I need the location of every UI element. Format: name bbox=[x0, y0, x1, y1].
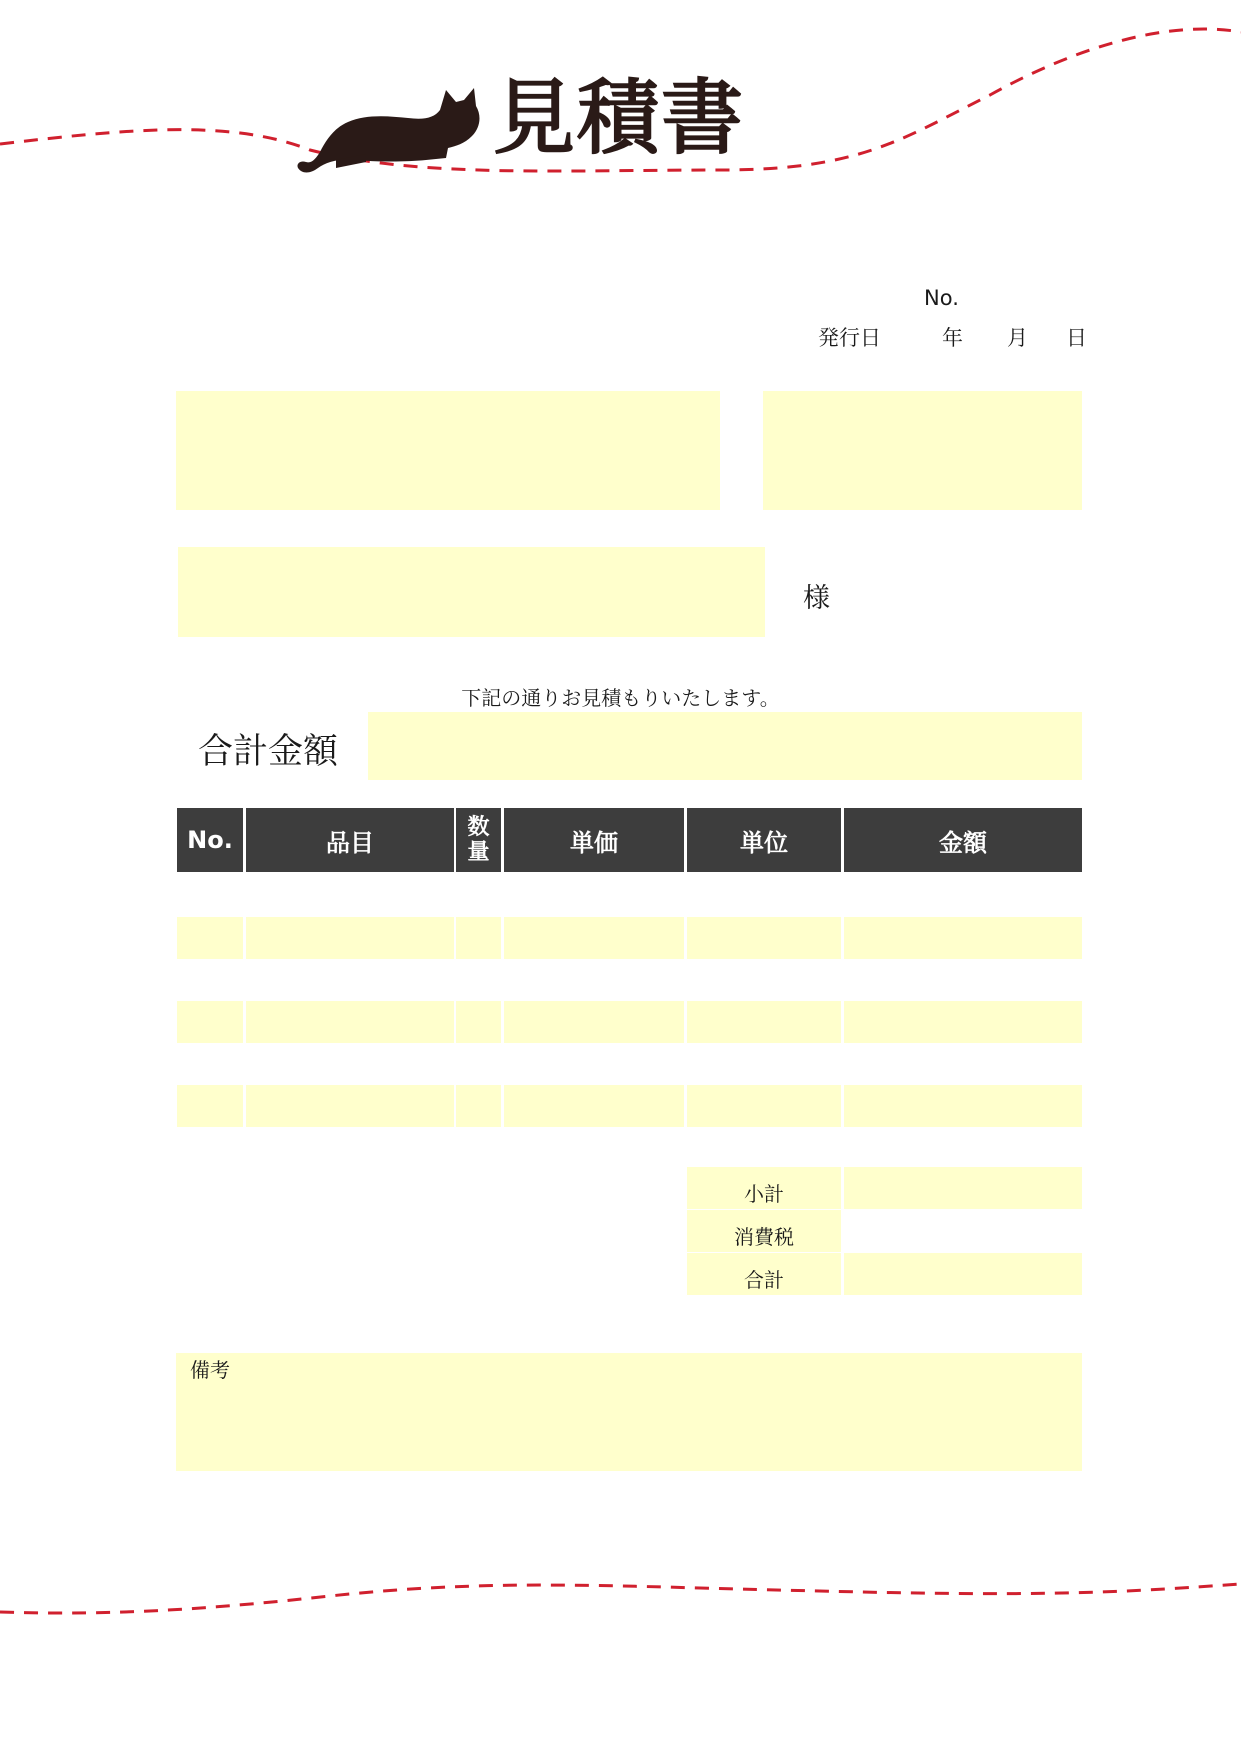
table-cell-unit[interactable] bbox=[687, 959, 841, 1001]
total-amount-label: 合計金額 bbox=[198, 732, 339, 772]
header-no: No. bbox=[177, 808, 243, 872]
table-cell-unit-price[interactable] bbox=[504, 875, 684, 917]
remarks-field[interactable] bbox=[176, 1353, 1082, 1471]
header-unit-price: 単価 bbox=[504, 808, 684, 872]
table-cell-amount[interactable] bbox=[844, 1001, 1082, 1043]
table-cell-no[interactable] bbox=[177, 1085, 243, 1127]
table-cell-amount[interactable] bbox=[844, 875, 1082, 917]
table-cell-amount[interactable] bbox=[844, 959, 1082, 1001]
table-cell-qty[interactable] bbox=[456, 875, 501, 917]
table-cell-item[interactable] bbox=[246, 1001, 454, 1043]
table-cell-unit-price[interactable] bbox=[504, 1001, 684, 1043]
tax-label: 消費税 bbox=[687, 1210, 841, 1252]
table-cell-unit[interactable] bbox=[687, 1085, 841, 1127]
table-cell-qty[interactable] bbox=[456, 1085, 501, 1127]
table-cell-amount[interactable] bbox=[844, 917, 1082, 959]
table-cell-unit-price[interactable] bbox=[504, 959, 684, 1001]
bottom-dashed-wave bbox=[0, 1560, 1241, 1630]
table-cell-unit-price[interactable] bbox=[504, 1043, 684, 1085]
subtotal-label: 小計 bbox=[687, 1167, 841, 1209]
total-label: 合計 bbox=[687, 1253, 841, 1295]
table-cell-qty[interactable] bbox=[456, 1043, 501, 1085]
document-no-label: No. bbox=[924, 286, 959, 310]
total-field[interactable] bbox=[844, 1253, 1082, 1295]
recipient-suffix: 様 bbox=[803, 583, 830, 614]
table-cell-qty[interactable] bbox=[456, 1001, 501, 1043]
total-amount-field[interactable] bbox=[368, 712, 1082, 780]
remarks-label: 備考 bbox=[190, 1358, 230, 1382]
table-cell-amount[interactable] bbox=[844, 1043, 1082, 1085]
recipient-field[interactable] bbox=[178, 547, 765, 637]
header-unit: 単位 bbox=[687, 808, 841, 872]
table-cell-unit[interactable] bbox=[687, 1001, 841, 1043]
issue-day-label: 日 bbox=[1066, 326, 1087, 350]
issue-date-label: 発行日 bbox=[818, 326, 881, 350]
table-cell-item[interactable] bbox=[246, 1043, 454, 1085]
table-cell-no[interactable] bbox=[177, 1001, 243, 1043]
header-amount: 金額 bbox=[844, 808, 1082, 872]
info-field-left[interactable] bbox=[176, 391, 720, 510]
issue-month-label: 月 bbox=[1007, 326, 1028, 350]
table-cell-unit-price[interactable] bbox=[504, 1085, 684, 1127]
issue-year-label: 年 bbox=[942, 326, 963, 350]
table-cell-item[interactable] bbox=[246, 875, 454, 917]
intro-text: 下記の通りお見積もりいたします。 bbox=[461, 686, 780, 710]
info-field-right[interactable] bbox=[763, 391, 1082, 510]
table-cell-no[interactable] bbox=[177, 1043, 243, 1085]
header-item: 品目 bbox=[246, 808, 454, 872]
table-cell-qty[interactable] bbox=[456, 917, 501, 959]
tax-field[interactable] bbox=[844, 1210, 1082, 1252]
table-cell-no[interactable] bbox=[177, 917, 243, 959]
table-cell-no[interactable] bbox=[177, 959, 243, 1001]
table-cell-unit[interactable] bbox=[687, 875, 841, 917]
table-cell-amount[interactable] bbox=[844, 1085, 1082, 1127]
table-cell-item[interactable] bbox=[246, 917, 454, 959]
header-qty bbox=[456, 808, 501, 872]
table-cell-item[interactable] bbox=[246, 1085, 454, 1127]
table-cell-no[interactable] bbox=[177, 875, 243, 917]
table-cell-unit[interactable] bbox=[687, 917, 841, 959]
table-cell-item[interactable] bbox=[246, 959, 454, 1001]
table-cell-unit[interactable] bbox=[687, 1043, 841, 1085]
cat-icon bbox=[296, 88, 486, 180]
header-qty-bottom: 量 bbox=[467, 840, 490, 865]
document-title: 見積書 bbox=[493, 71, 746, 166]
subtotal-field[interactable] bbox=[844, 1167, 1082, 1209]
table-cell-qty[interactable] bbox=[456, 959, 501, 1001]
table-cell-unit-price[interactable] bbox=[504, 917, 684, 959]
header-qty-top: 数 bbox=[467, 814, 490, 840]
